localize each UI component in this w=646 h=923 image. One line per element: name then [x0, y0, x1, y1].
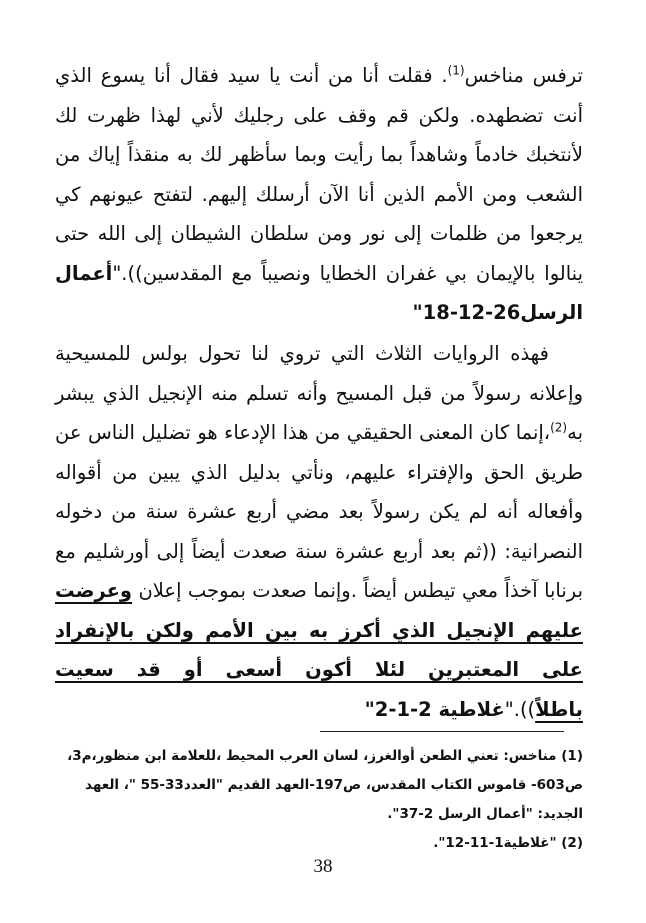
- footnote-1-marker: (1): [561, 748, 583, 764]
- paragraph-1-part-b: . فقلت أنا من أنت يا سيد فقال أنا يسوع الذي أنت تضطهده. ولكن قم وقف على رجليك لأني لهذا ظهرت لك لأنتخبك خادماً وشاهداً بما رأيت وبما سأظهر لك به منقذاً إياك من الشعب ومن الأمم الذين أنا الآن أرسلك إليهم. لتفتح عيونهم كي يرجعوا من ظلمات إلى نور ومن سلطان الشيطان إلى الله حتى ينالوا بالإيمان بي غفران الخطايا ونصيباً مع المقدسين)).": [55, 64, 583, 285]
- paragraph-2: [55, 334, 583, 729]
- footnotes: [55, 742, 583, 858]
- paragraph-2-part-a: فهذه الروايات الثلاث التي تروي لنا تحول بولس للمسيحية وإعلانه رسولاً من قبل المسيح وأنه تسلم منه الإنجيل الذي يبشر به: [55, 342, 583, 444]
- footnote-1-text: مناخس: تعني الطعن أوالغرز، لسان العرب المحيط ،للعلامة ابن منظور،م3، ص603- قاموس الكتاب المقدس، ص197-العهد القديم "العدد33-55 "، العهد الجديد: "أعمال الرسل 2-37".: [67, 748, 583, 822]
- footnote-1: [55, 742, 583, 829]
- footnote-2: [55, 829, 583, 858]
- footnote-ref-2: (2): [550, 420, 568, 435]
- footnote-ref-1: (1): [447, 63, 465, 78]
- citation-galatians: غلاطية 2-1-2": [364, 697, 505, 721]
- footnote-2-marker: (2): [561, 835, 583, 851]
- emphasized-quote: وعرضت عليهم الإنجيل الذي أكرز به بين الأمم ولكن بالإنفراد على المعتبرين لئلا أكون أسعى أو قد سعيت باطلاً: [55, 579, 583, 721]
- citation-acts: أعمال الرسل26-12-18": [55, 261, 583, 324]
- paragraph-2-part-b: ،إنما كان المعنى الحقيقي من هذا الإدعاء هو تضليل الناس عن طريق الحق والإفتراء عليهم، ونأتي بدليل الذي يبين من أقواله وأفعاله أنه لم يكن رسولاً بعد مضي أربع عشرة سنة من دخوله النصرانية: ((ثم بعد أربع عشرة سنة صعدت أيضاً إلى أورشليم مع برنابا آخذاً معي تيطس أيضاً .وإنما صعدت بموجب إعلان: [55, 421, 583, 602]
- paragraph-2-text: [55, 334, 583, 729]
- paragraph-1: [55, 56, 583, 333]
- footnote-separator: [320, 731, 564, 732]
- paragraph-1-text: [55, 56, 583, 333]
- page-number: 38: [313, 856, 333, 877]
- footnote-2-text: "غلاطية1-11-12".: [433, 835, 557, 851]
- paragraph-1-part-a: ترفس مناخس: [464, 64, 583, 87]
- paragraph-2-part-c: )).": [504, 697, 536, 721]
